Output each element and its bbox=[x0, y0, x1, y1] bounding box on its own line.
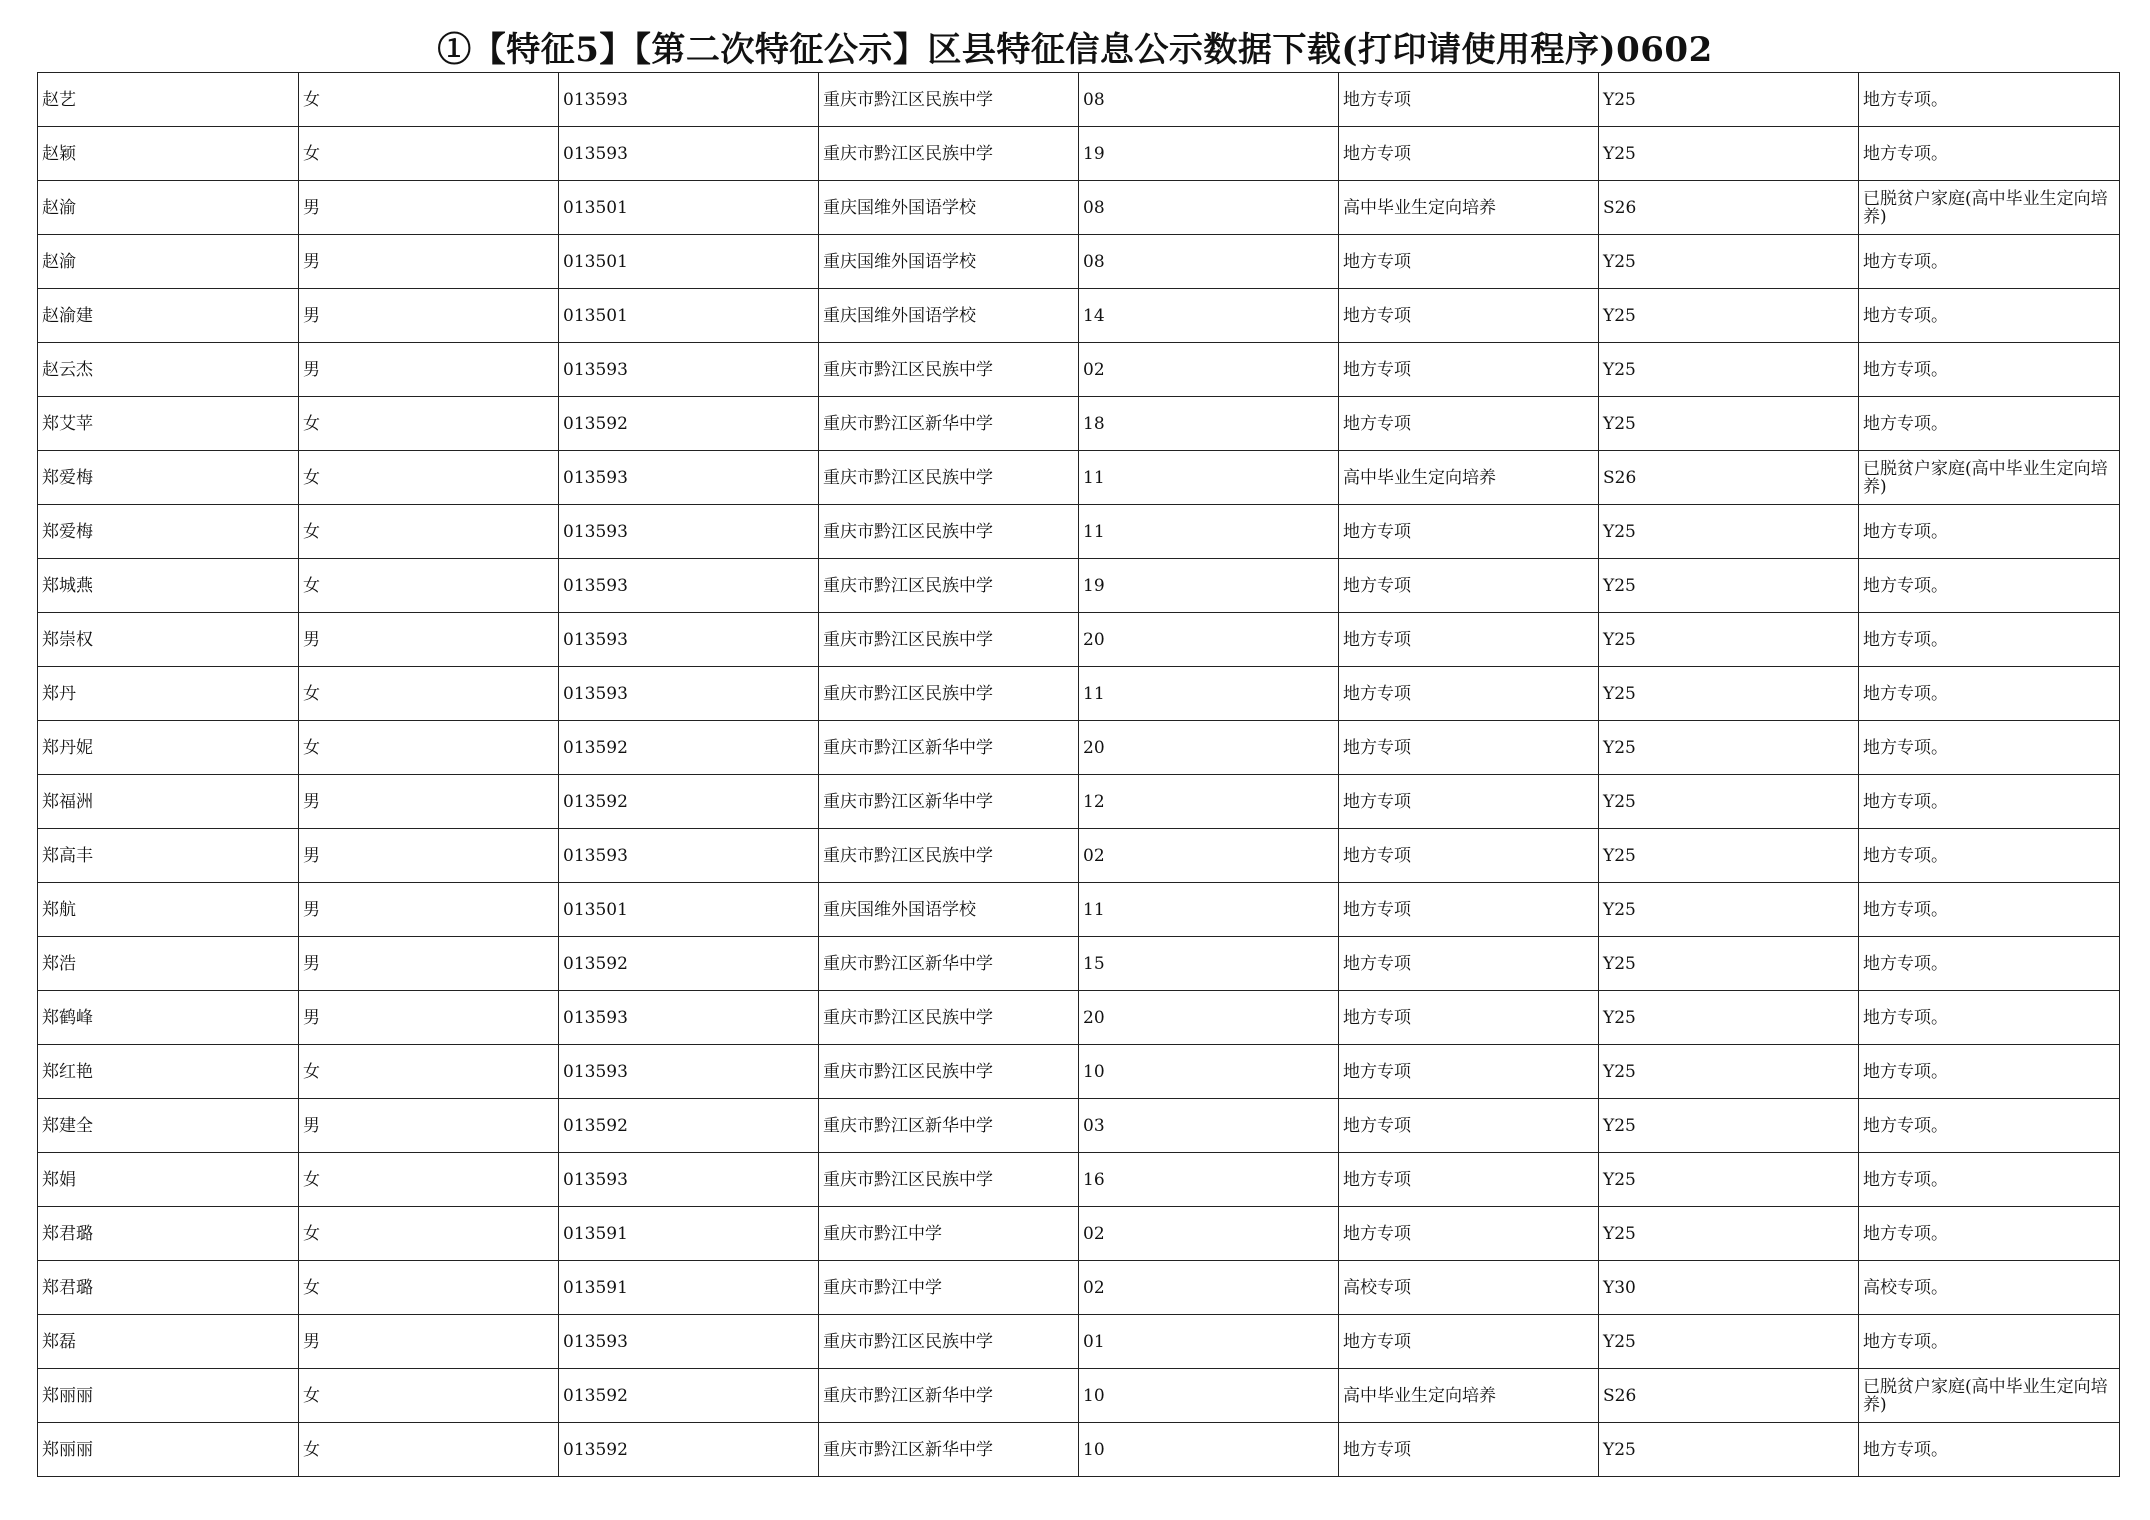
class-cell: 03 bbox=[1079, 1099, 1339, 1153]
category-cell: 地方专项 bbox=[1339, 829, 1599, 883]
table-row bbox=[38, 451, 2120, 505]
name-cell: 郑航 bbox=[38, 883, 299, 937]
category-cell: 高中毕业生定向培养 bbox=[1339, 181, 1599, 235]
name-cell: 郑爱梅 bbox=[38, 451, 299, 505]
table-row bbox=[38, 1045, 2120, 1099]
class-cell: 08 bbox=[1079, 181, 1339, 235]
name-cell: 郑鹤峰 bbox=[38, 991, 299, 1045]
school-name-cell: 重庆市黔江区新华中学 bbox=[819, 721, 1079, 775]
school-code-cell: 013593 bbox=[559, 451, 819, 505]
name-cell: 郑城燕 bbox=[38, 559, 299, 613]
gender-cell: 男 bbox=[299, 991, 559, 1045]
table-row bbox=[38, 127, 2120, 181]
name-cell: 郑浩 bbox=[38, 937, 299, 991]
category-code-cell: Y25 bbox=[1599, 1315, 1859, 1369]
name-cell: 郑君璐 bbox=[38, 1261, 299, 1315]
class-cell: 15 bbox=[1079, 937, 1339, 991]
gender-cell: 男 bbox=[299, 775, 559, 829]
class-cell: 08 bbox=[1079, 73, 1339, 127]
school-name-cell: 重庆市黔江区民族中学 bbox=[819, 451, 1079, 505]
gender-cell: 女 bbox=[299, 451, 559, 505]
name-cell: 郑建全 bbox=[38, 1099, 299, 1153]
school-code-cell: 013501 bbox=[559, 235, 819, 289]
school-name-cell: 重庆市黔江区民族中学 bbox=[819, 991, 1079, 1045]
remark-cell: 地方专项。 bbox=[1859, 559, 2120, 613]
school-code-cell: 013593 bbox=[559, 829, 819, 883]
gender-cell: 女 bbox=[299, 73, 559, 127]
category-cell: 地方专项 bbox=[1339, 721, 1599, 775]
class-cell: 02 bbox=[1079, 1261, 1339, 1315]
gender-cell: 女 bbox=[299, 505, 559, 559]
school-name-cell: 重庆国维外国语学校 bbox=[819, 289, 1079, 343]
school-code-cell: 013593 bbox=[559, 1153, 819, 1207]
remark-cell: 地方专项。 bbox=[1859, 991, 2120, 1045]
table-row bbox=[38, 613, 2120, 667]
category-code-cell: Y25 bbox=[1599, 883, 1859, 937]
remark-cell: 地方专项。 bbox=[1859, 397, 2120, 451]
class-cell: 10 bbox=[1079, 1045, 1339, 1099]
class-cell: 02 bbox=[1079, 829, 1339, 883]
school-name-cell: 重庆市黔江区新华中学 bbox=[819, 1369, 1079, 1423]
class-cell: 18 bbox=[1079, 397, 1339, 451]
gender-cell: 女 bbox=[299, 1153, 559, 1207]
category-code-cell: Y25 bbox=[1599, 991, 1859, 1045]
remark-cell: 地方专项。 bbox=[1859, 829, 2120, 883]
school-code-cell: 013501 bbox=[559, 289, 819, 343]
class-cell: 19 bbox=[1079, 559, 1339, 613]
class-cell: 02 bbox=[1079, 343, 1339, 397]
remark-cell: 已脱贫户家庭(高中毕业生定向培养) bbox=[1859, 181, 2120, 235]
category-code-cell: Y25 bbox=[1599, 1045, 1859, 1099]
category-cell: 地方专项 bbox=[1339, 613, 1599, 667]
class-cell: 10 bbox=[1079, 1423, 1339, 1477]
school-name-cell: 重庆市黔江区新华中学 bbox=[819, 397, 1079, 451]
gender-cell: 男 bbox=[299, 235, 559, 289]
name-cell: 赵渝 bbox=[38, 181, 299, 235]
school-code-cell: 013592 bbox=[559, 1369, 819, 1423]
table-row bbox=[38, 829, 2120, 883]
table-row bbox=[38, 289, 2120, 343]
school-code-cell: 013591 bbox=[559, 1261, 819, 1315]
name-cell: 郑红艳 bbox=[38, 1045, 299, 1099]
category-code-cell: S26 bbox=[1599, 451, 1859, 505]
remark-cell: 地方专项。 bbox=[1859, 721, 2120, 775]
table-row bbox=[38, 181, 2120, 235]
remark-cell: 地方专项。 bbox=[1859, 1207, 2120, 1261]
class-cell: 16 bbox=[1079, 1153, 1339, 1207]
school-name-cell: 重庆市黔江区民族中学 bbox=[819, 343, 1079, 397]
remark-cell: 地方专项。 bbox=[1859, 343, 2120, 397]
school-code-cell: 013593 bbox=[559, 991, 819, 1045]
school-code-cell: 013501 bbox=[559, 883, 819, 937]
category-code-cell: Y25 bbox=[1599, 1099, 1859, 1153]
table-row bbox=[38, 667, 2120, 721]
remark-cell: 地方专项。 bbox=[1859, 667, 2120, 721]
category-cell: 地方专项 bbox=[1339, 1045, 1599, 1099]
category-cell: 地方专项 bbox=[1339, 775, 1599, 829]
gender-cell: 女 bbox=[299, 559, 559, 613]
table-row bbox=[38, 937, 2120, 991]
class-cell: 01 bbox=[1079, 1315, 1339, 1369]
remark-cell: 地方专项。 bbox=[1859, 1099, 2120, 1153]
school-name-cell: 重庆市黔江区新华中学 bbox=[819, 775, 1079, 829]
gender-cell: 男 bbox=[299, 937, 559, 991]
category-cell: 地方专项 bbox=[1339, 235, 1599, 289]
class-cell: 19 bbox=[1079, 127, 1339, 181]
name-cell: 郑丹妮 bbox=[38, 721, 299, 775]
category-code-cell: Y25 bbox=[1599, 721, 1859, 775]
name-cell: 郑爱梅 bbox=[38, 505, 299, 559]
gender-cell: 男 bbox=[299, 1099, 559, 1153]
name-cell: 赵艺 bbox=[38, 73, 299, 127]
category-code-cell: Y25 bbox=[1599, 667, 1859, 721]
school-code-cell: 013593 bbox=[559, 559, 819, 613]
school-code-cell: 013593 bbox=[559, 73, 819, 127]
category-cell: 地方专项 bbox=[1339, 559, 1599, 613]
table-row bbox=[38, 235, 2120, 289]
category-cell: 地方专项 bbox=[1339, 1315, 1599, 1369]
category-code-cell: Y25 bbox=[1599, 235, 1859, 289]
category-code-cell: S26 bbox=[1599, 181, 1859, 235]
remark-cell: 地方专项。 bbox=[1859, 289, 2120, 343]
school-code-cell: 013501 bbox=[559, 181, 819, 235]
category-cell: 地方专项 bbox=[1339, 667, 1599, 721]
school-code-cell: 013593 bbox=[559, 505, 819, 559]
table-row bbox=[38, 1315, 2120, 1369]
table-row bbox=[38, 343, 2120, 397]
class-cell: 11 bbox=[1079, 667, 1339, 721]
table-row bbox=[38, 1207, 2120, 1261]
category-code-cell: Y25 bbox=[1599, 613, 1859, 667]
table-row bbox=[38, 397, 2120, 451]
page-title: ①【特征5】【第二次特征公示】区县特征信息公示数据下载(打印请使用程序)0602 bbox=[437, 30, 1713, 70]
school-name-cell: 重庆市黔江区民族中学 bbox=[819, 667, 1079, 721]
name-cell: 赵渝 bbox=[38, 235, 299, 289]
remark-cell: 地方专项。 bbox=[1859, 937, 2120, 991]
school-code-cell: 013592 bbox=[559, 1423, 819, 1477]
category-code-cell: Y25 bbox=[1599, 1153, 1859, 1207]
remark-cell: 地方专项。 bbox=[1859, 235, 2120, 289]
category-cell: 地方专项 bbox=[1339, 343, 1599, 397]
category-code-cell: Y25 bbox=[1599, 289, 1859, 343]
name-cell: 赵颖 bbox=[38, 127, 299, 181]
school-code-cell: 013592 bbox=[559, 1099, 819, 1153]
remark-cell: 地方专项。 bbox=[1859, 73, 2120, 127]
category-cell: 地方专项 bbox=[1339, 883, 1599, 937]
category-code-cell: Y25 bbox=[1599, 559, 1859, 613]
name-cell: 郑丹 bbox=[38, 667, 299, 721]
school-name-cell: 重庆国维外国语学校 bbox=[819, 883, 1079, 937]
remark-cell: 高校专项。 bbox=[1859, 1261, 2120, 1315]
class-cell: 12 bbox=[1079, 775, 1339, 829]
remark-cell: 地方专项。 bbox=[1859, 1315, 2120, 1369]
school-name-cell: 重庆市黔江区新华中学 bbox=[819, 1423, 1079, 1477]
gender-cell: 男 bbox=[299, 343, 559, 397]
school-code-cell: 013593 bbox=[559, 667, 819, 721]
remark-cell: 地方专项。 bbox=[1859, 613, 2120, 667]
class-cell: 20 bbox=[1079, 721, 1339, 775]
gender-cell: 女 bbox=[299, 397, 559, 451]
name-cell: 郑君璐 bbox=[38, 1207, 299, 1261]
school-name-cell: 重庆市黔江中学 bbox=[819, 1261, 1079, 1315]
gender-cell: 女 bbox=[299, 1045, 559, 1099]
category-cell: 地方专项 bbox=[1339, 1423, 1599, 1477]
name-cell: 郑娟 bbox=[38, 1153, 299, 1207]
table-row bbox=[38, 1369, 2120, 1423]
school-name-cell: 重庆市黔江区新华中学 bbox=[819, 1099, 1079, 1153]
table-row bbox=[38, 991, 2120, 1045]
school-code-cell: 013593 bbox=[559, 127, 819, 181]
class-cell: 20 bbox=[1079, 991, 1339, 1045]
category-code-cell: Y25 bbox=[1599, 343, 1859, 397]
category-code-cell: Y25 bbox=[1599, 829, 1859, 883]
category-code-cell: S26 bbox=[1599, 1369, 1859, 1423]
school-code-cell: 013592 bbox=[559, 937, 819, 991]
school-code-cell: 013593 bbox=[559, 613, 819, 667]
school-name-cell: 重庆市黔江区民族中学 bbox=[819, 73, 1079, 127]
gender-cell: 男 bbox=[299, 1315, 559, 1369]
school-name-cell: 重庆市黔江中学 bbox=[819, 1207, 1079, 1261]
table-row bbox=[38, 1099, 2120, 1153]
category-cell: 地方专项 bbox=[1339, 73, 1599, 127]
category-cell: 高中毕业生定向培养 bbox=[1339, 1369, 1599, 1423]
table-row bbox=[38, 1261, 2120, 1315]
class-cell: 14 bbox=[1079, 289, 1339, 343]
category-code-cell: Y25 bbox=[1599, 505, 1859, 559]
school-code-cell: 013592 bbox=[559, 775, 819, 829]
remark-cell: 地方专项。 bbox=[1859, 1423, 2120, 1477]
class-cell: 11 bbox=[1079, 883, 1339, 937]
category-code-cell: Y25 bbox=[1599, 127, 1859, 181]
table-row bbox=[38, 1153, 2120, 1207]
remark-cell: 已脱贫户家庭(高中毕业生定向培养) bbox=[1859, 451, 2120, 505]
gender-cell: 男 bbox=[299, 289, 559, 343]
table-row bbox=[38, 775, 2120, 829]
name-cell: 郑高丰 bbox=[38, 829, 299, 883]
name-cell: 赵云杰 bbox=[38, 343, 299, 397]
category-cell: 地方专项 bbox=[1339, 127, 1599, 181]
category-code-cell: Y30 bbox=[1599, 1261, 1859, 1315]
school-name-cell: 重庆市黔江区新华中学 bbox=[819, 937, 1079, 991]
school-name-cell: 重庆市黔江区民族中学 bbox=[819, 1315, 1079, 1369]
class-cell: 11 bbox=[1079, 451, 1339, 505]
category-code-cell: Y25 bbox=[1599, 1207, 1859, 1261]
category-cell: 地方专项 bbox=[1339, 937, 1599, 991]
gender-cell: 女 bbox=[299, 1261, 559, 1315]
class-cell: 20 bbox=[1079, 613, 1339, 667]
table-row bbox=[38, 73, 2120, 127]
name-cell: 郑福洲 bbox=[38, 775, 299, 829]
school-name-cell: 重庆国维外国语学校 bbox=[819, 235, 1079, 289]
remark-cell: 地方专项。 bbox=[1859, 883, 2120, 937]
table-body bbox=[38, 73, 2120, 1477]
remark-cell: 地方专项。 bbox=[1859, 1153, 2120, 1207]
category-code-cell: Y25 bbox=[1599, 937, 1859, 991]
school-name-cell: 重庆市黔江区民族中学 bbox=[819, 127, 1079, 181]
school-code-cell: 013593 bbox=[559, 343, 819, 397]
category-cell: 高校专项 bbox=[1339, 1261, 1599, 1315]
school-code-cell: 013593 bbox=[559, 1045, 819, 1099]
class-cell: 02 bbox=[1079, 1207, 1339, 1261]
category-cell: 地方专项 bbox=[1339, 1153, 1599, 1207]
category-cell: 地方专项 bbox=[1339, 505, 1599, 559]
class-cell: 11 bbox=[1079, 505, 1339, 559]
table-row bbox=[38, 1423, 2120, 1477]
gender-cell: 男 bbox=[299, 181, 559, 235]
table-row bbox=[38, 721, 2120, 775]
name-cell: 郑磊 bbox=[38, 1315, 299, 1369]
school-name-cell: 重庆市黔江区民族中学 bbox=[819, 829, 1079, 883]
school-name-cell: 重庆市黔江区民族中学 bbox=[819, 1153, 1079, 1207]
gender-cell: 男 bbox=[299, 613, 559, 667]
school-name-cell: 重庆国维外国语学校 bbox=[819, 181, 1079, 235]
remark-cell: 地方专项。 bbox=[1859, 1045, 2120, 1099]
table-row bbox=[38, 559, 2120, 613]
school-name-cell: 重庆市黔江区民族中学 bbox=[819, 1045, 1079, 1099]
remark-cell: 地方专项。 bbox=[1859, 775, 2120, 829]
school-name-cell: 重庆市黔江区民族中学 bbox=[819, 505, 1079, 559]
school-name-cell: 重庆市黔江区民族中学 bbox=[819, 559, 1079, 613]
remark-cell: 地方专项。 bbox=[1859, 127, 2120, 181]
gender-cell: 女 bbox=[299, 1423, 559, 1477]
class-cell: 08 bbox=[1079, 235, 1339, 289]
name-cell: 赵渝建 bbox=[38, 289, 299, 343]
school-name-cell: 重庆市黔江区民族中学 bbox=[819, 613, 1079, 667]
remark-cell: 地方专项。 bbox=[1859, 505, 2120, 559]
name-cell: 郑艾苹 bbox=[38, 397, 299, 451]
table-row bbox=[38, 883, 2120, 937]
category-code-cell: Y25 bbox=[1599, 1423, 1859, 1477]
school-code-cell: 013592 bbox=[559, 721, 819, 775]
category-cell: 地方专项 bbox=[1339, 1099, 1599, 1153]
category-code-cell: Y25 bbox=[1599, 775, 1859, 829]
category-cell: 地方专项 bbox=[1339, 1207, 1599, 1261]
school-code-cell: 013592 bbox=[559, 397, 819, 451]
category-cell: 地方专项 bbox=[1339, 397, 1599, 451]
category-cell: 地方专项 bbox=[1339, 991, 1599, 1045]
gender-cell: 女 bbox=[299, 127, 559, 181]
gender-cell: 女 bbox=[299, 1369, 559, 1423]
gender-cell: 女 bbox=[299, 667, 559, 721]
remark-cell: 已脱贫户家庭(高中毕业生定向培养) bbox=[1859, 1369, 2120, 1423]
category-code-cell: Y25 bbox=[1599, 397, 1859, 451]
category-cell: 地方专项 bbox=[1339, 289, 1599, 343]
gender-cell: 男 bbox=[299, 883, 559, 937]
gender-cell: 女 bbox=[299, 721, 559, 775]
data-table bbox=[37, 72, 2120, 1477]
table-row bbox=[38, 505, 2120, 559]
category-cell: 高中毕业生定向培养 bbox=[1339, 451, 1599, 505]
gender-cell: 女 bbox=[299, 1207, 559, 1261]
name-cell: 郑丽丽 bbox=[38, 1423, 299, 1477]
school-code-cell: 013593 bbox=[559, 1315, 819, 1369]
name-cell: 郑崇权 bbox=[38, 613, 299, 667]
school-code-cell: 013591 bbox=[559, 1207, 819, 1261]
category-code-cell: Y25 bbox=[1599, 73, 1859, 127]
gender-cell: 男 bbox=[299, 829, 559, 883]
class-cell: 10 bbox=[1079, 1369, 1339, 1423]
name-cell: 郑丽丽 bbox=[38, 1369, 299, 1423]
